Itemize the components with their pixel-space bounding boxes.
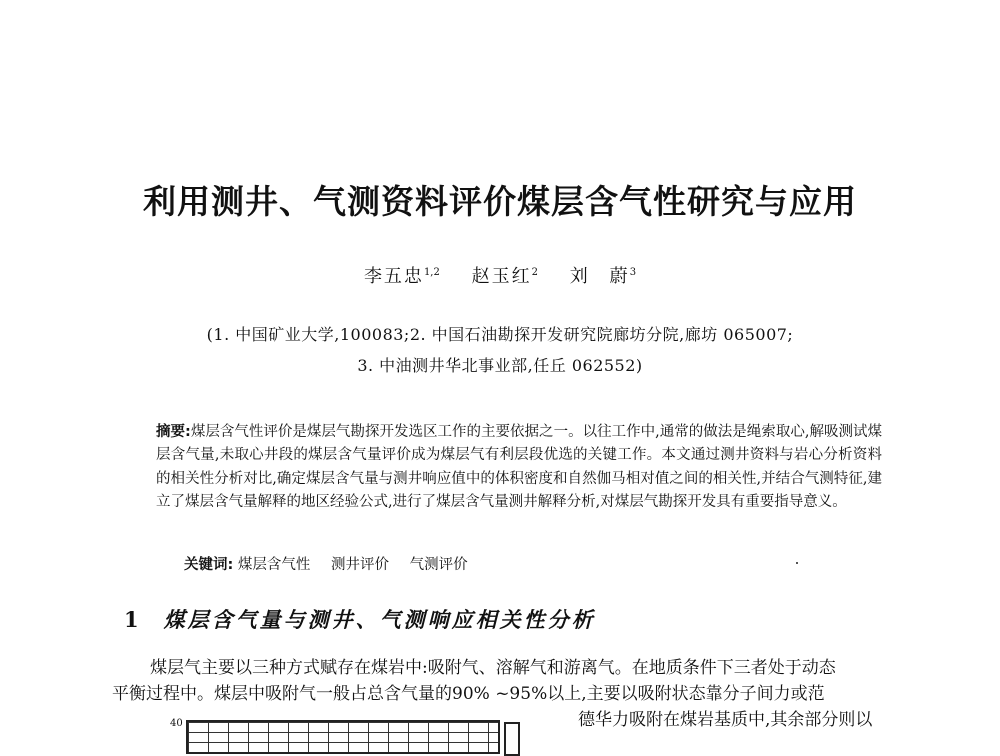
stray-mark [796, 562, 798, 564]
figure-grid [186, 720, 500, 754]
abstract-label: 摘要: [156, 424, 191, 440]
abstract [156, 421, 882, 515]
keyword: 气测评价 [409, 557, 468, 573]
keyword: 测井评价 [331, 557, 390, 573]
author: 刘 蔚$^3$ [569, 266, 637, 287]
keyword: 煤层含气性 [237, 557, 311, 573]
keywords [184, 553, 484, 574]
paper-title: 利用测井、气测资料评价煤层含气性研究与应用 [143, 182, 857, 221]
body-line: 德华力吸附在煤岩基质中,其余部分则以 [578, 710, 873, 730]
affiliation-line-1: (1. 中国矿业大学,100083;2. 中国石油勘探开发研究院廊坊分院,廊坊 065007; [206, 325, 794, 344]
section-number: 1 [124, 607, 142, 632]
abstract-text: 煤层含气性评价是煤层气勘探开发选区工作的主要依据之一。以往工作中,通常的做法是绳索取心,解吸测试煤层含气量,未取心井段的煤层含气量评价成为煤层气有利层段优选的关键工作。本文通过测井资料与岩心分析资料的相关性分析对比,确定煤层含气量与测井响应值中的体积密度和自然伽马相对值之间的相关性,并结合气测特征,建立了煤层含气量解释的地区经验公式,进行了煤层含气量测井解释分析,对煤层气勘探开发具有重要指导意义。 [156, 424, 882, 511]
author: 李五忠$^{1,2}$ [363, 266, 440, 287]
author-list [0, 262, 1000, 288]
author: 赵玉红$^2$ [471, 266, 538, 287]
section-title: 煤层含气量与测井、气测响应相关性分析 [163, 607, 596, 632]
figure-legend-box [504, 722, 520, 756]
keywords-label: 关键词: [184, 557, 234, 573]
section-heading [124, 604, 596, 634]
body-line: 煤层气主要以三种方式赋存在煤岩中:吸附气、溶解气和游离气。在地质条件下三者处于动态 [150, 658, 836, 678]
affiliation-line-2: 3. 中油测井华北事业部,任丘 062552) [357, 356, 643, 375]
figure-y-tick: 40 [170, 718, 183, 729]
body-line: 平衡过程中。煤层中吸附气一般占总含气量的90% ~95%以上,主要以吸附状态靠分子间力或范 [112, 684, 825, 704]
